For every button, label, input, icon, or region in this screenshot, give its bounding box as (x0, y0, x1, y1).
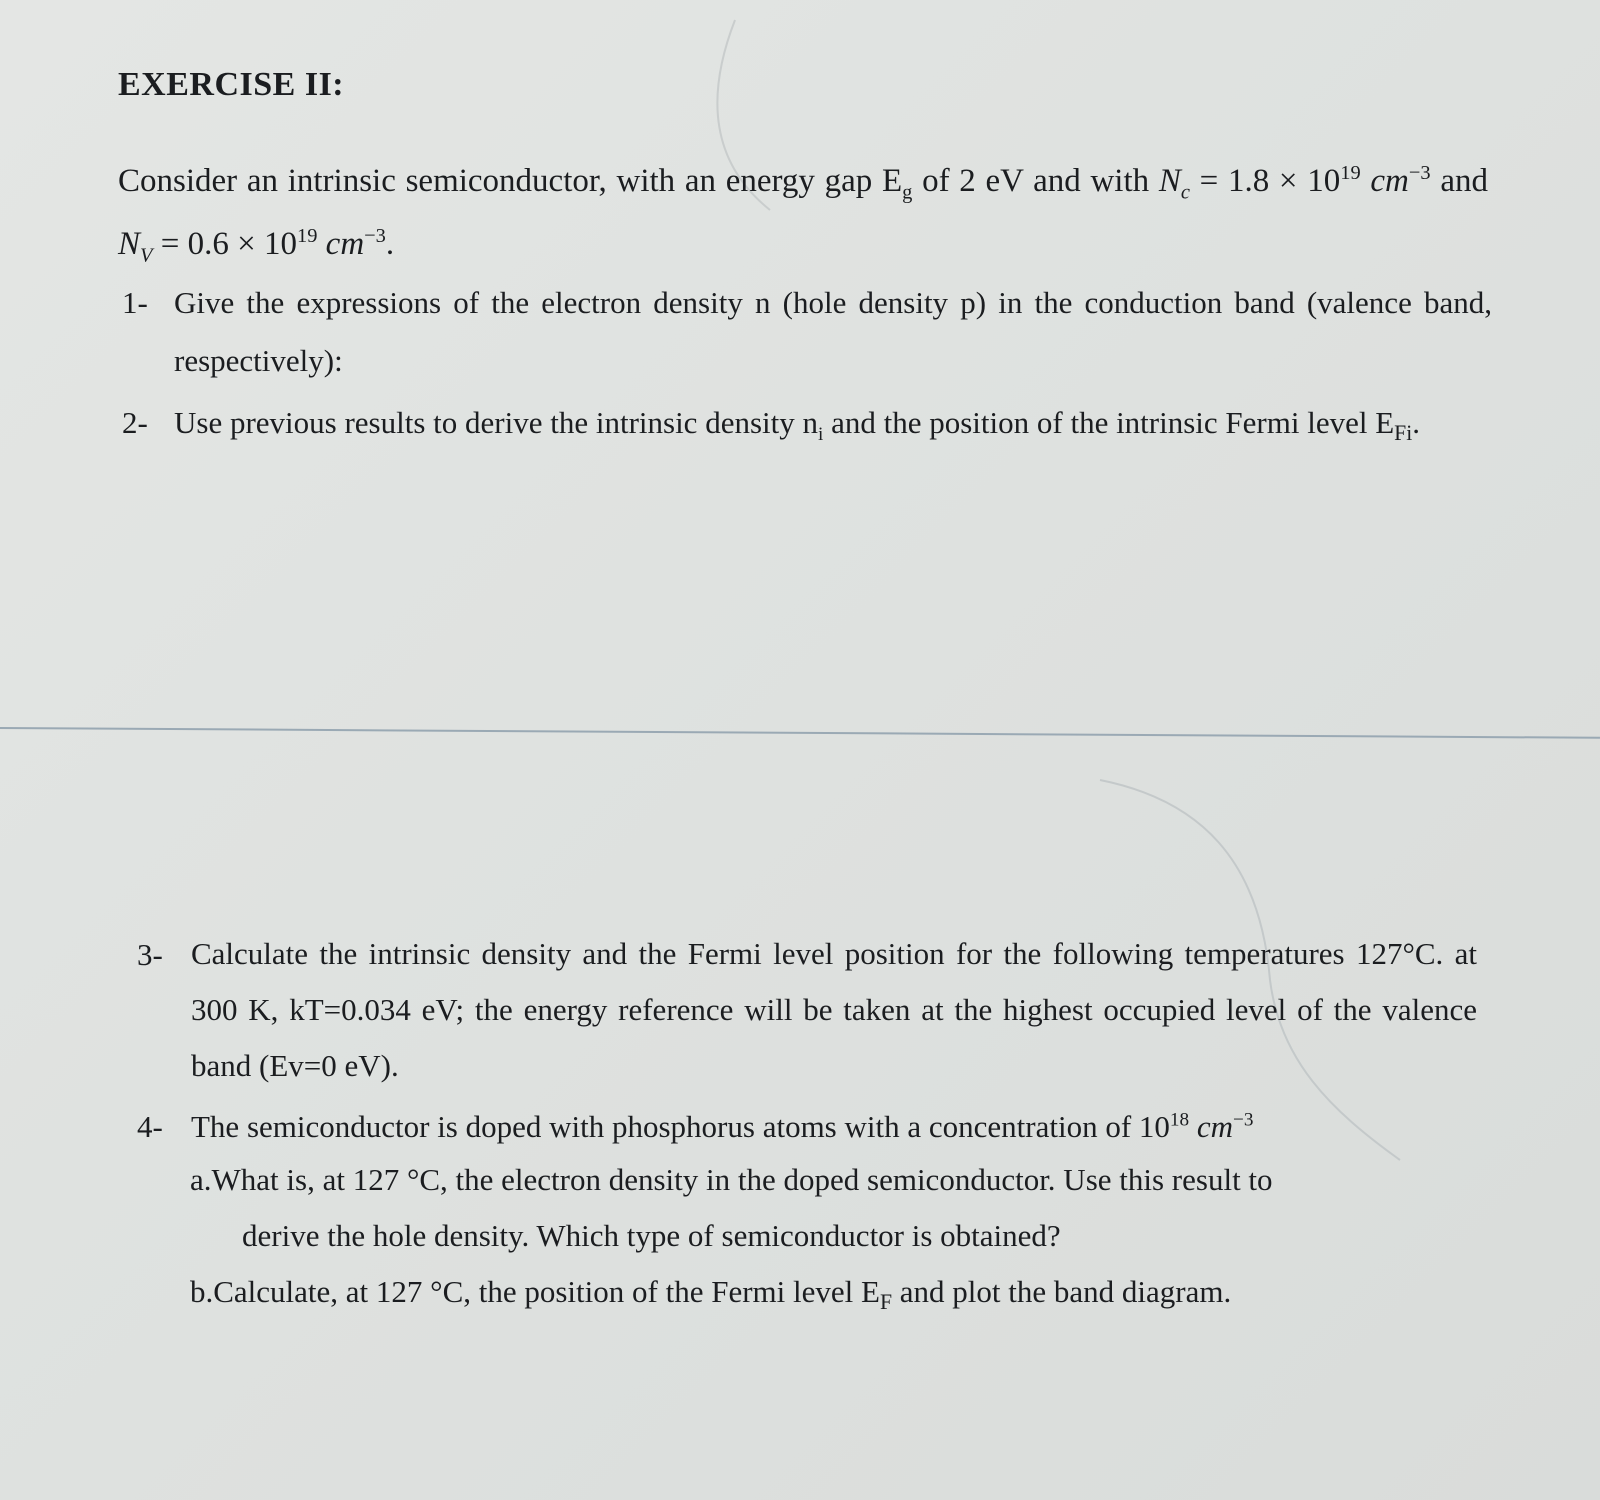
problem-statement: Consider an intrinsic semiconductor, with an energy gap $E_g$ of 2 eV and with $N_c = 1.8 \times 10^{19}$ $cm^{-3}$ and $N_V = 0.6 \times 10^{19}$ $cm^{-3}$. (118, 162, 1488, 267)
question-number: 4- (137, 1109, 163, 1144)
question-3 (137, 926, 1477, 1094)
question-text: Calculate the intrinsic density and the Fermi level position for the following temperatures 127°C. at 300 K, kT=0.034 eV; the energy reference will be taken at the highest occupied level of the valence band (Ev=0 eV). (191, 936, 1477, 1083)
subquestion-text-line1: What is, at 127 °C, the electron density in the doped semiconductor. Use this result to (211, 1162, 1273, 1197)
subquestion-text-line2: derive the hole density. Which type of semiconductor is obtained? (242, 1218, 1061, 1253)
question-4a (190, 1152, 1400, 1264)
question-number: 3- (137, 937, 163, 972)
question-2 (122, 394, 1492, 452)
question-text: Give the expressions of the electron density n (hole density p) in the conduction band (valence band, respectively): (174, 285, 1492, 378)
question-text: The semiconductor is doped with phosphorus atoms with a concentration of $10^{18}$ $cm^{-3}$ (191, 1109, 1254, 1144)
question-4b: b.Calculate, at 127 °C, the position of the Fermi level $E_F$ and plot the band diagram. (190, 1274, 1232, 1315)
question-4 (137, 1098, 1437, 1156)
exercise-title: EXERCISE II: (118, 66, 345, 103)
question-number: 1- (122, 285, 148, 320)
section-divider (0, 727, 1600, 739)
question-text: Use previous results to derive the intrinsic density $n_i$ and the position of the intrinsic Fermi level $E_{Fi}$. (174, 405, 1420, 446)
question-1 (122, 274, 1492, 390)
subquestion-label: a. (190, 1162, 212, 1197)
question-number: 2- (122, 405, 148, 440)
